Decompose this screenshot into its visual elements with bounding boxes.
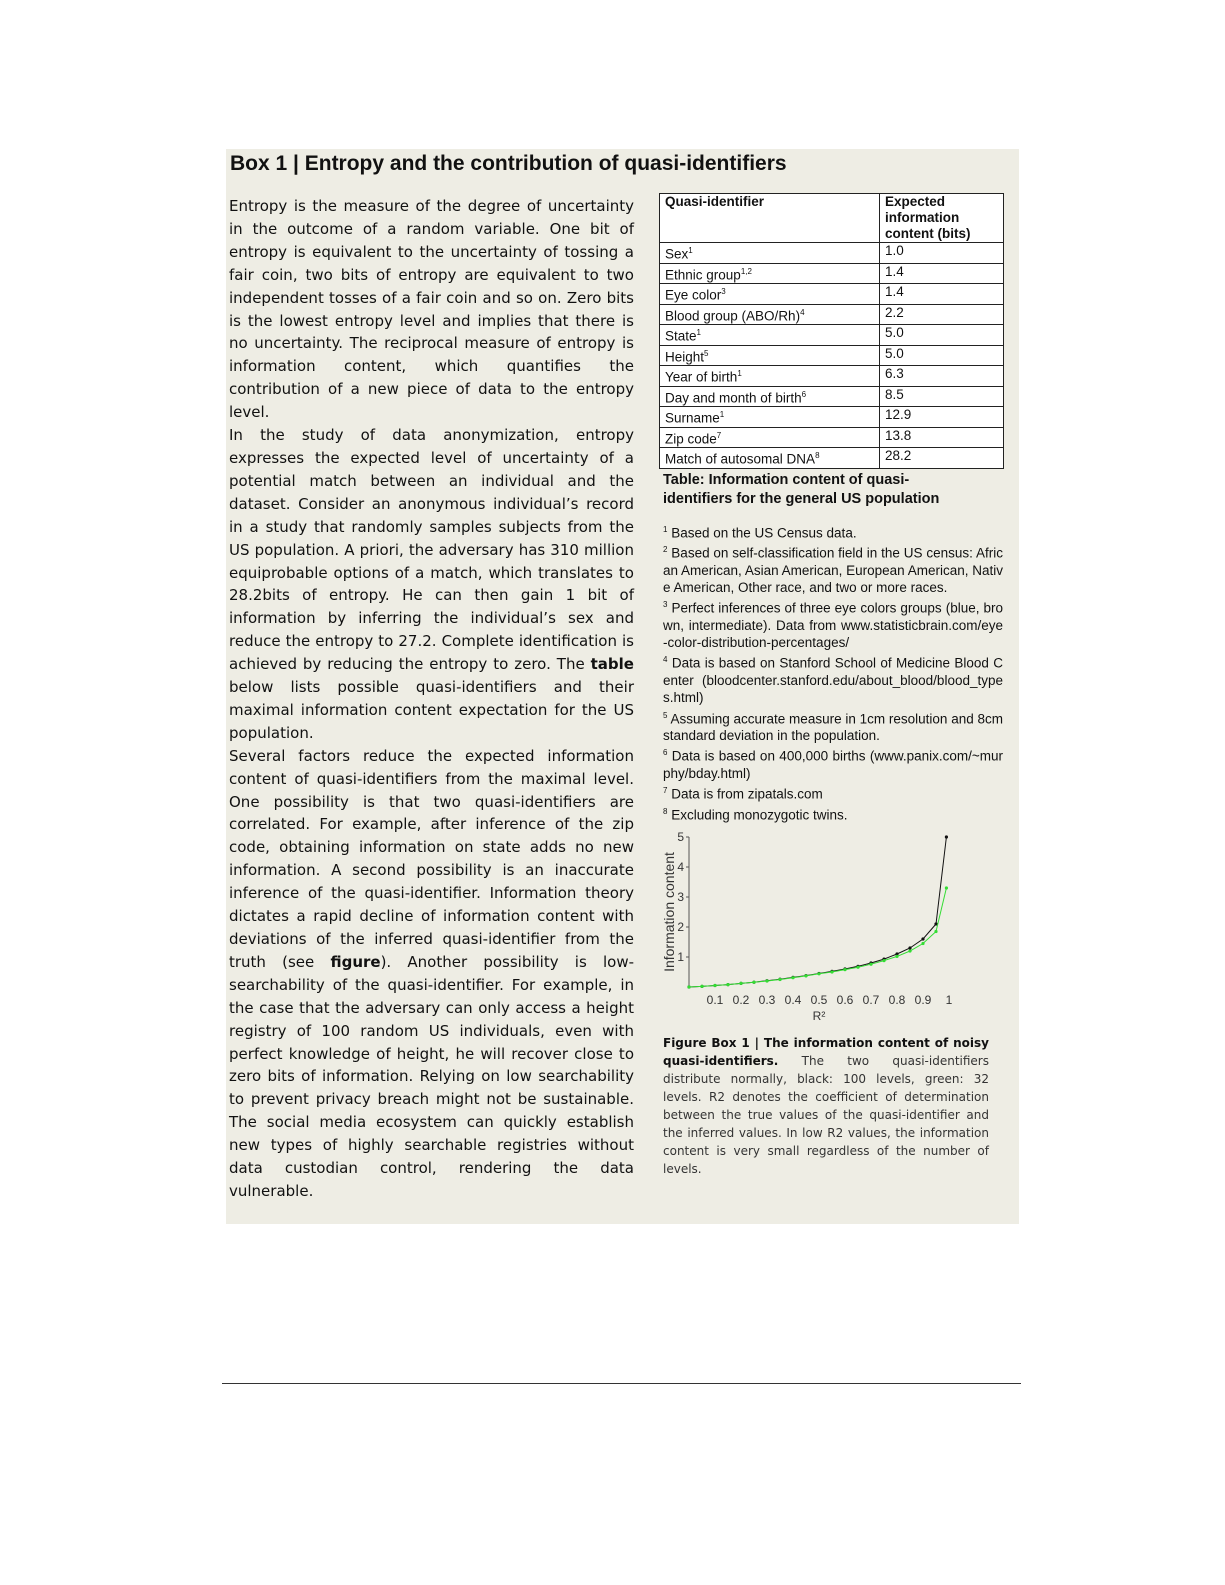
data-point [765, 979, 768, 982]
table-row [660, 427, 1004, 448]
x-tick-label: 0.9 [914, 992, 932, 1007]
data-point [843, 968, 846, 971]
information-content-value: 28.2 [880, 448, 1004, 469]
table-row [660, 284, 1004, 305]
information-content-value: 13.8 [880, 427, 1004, 448]
data-point [817, 972, 820, 975]
data-point [778, 978, 781, 981]
data-point [726, 983, 729, 986]
y-axis-label: Information content [661, 851, 677, 972]
quasi-identifier-name: Year of birth$^1$ [660, 366, 880, 387]
information-content-value: 8.5 [880, 386, 1004, 407]
table-row [660, 304, 1004, 325]
data-point [869, 962, 872, 965]
quasi-identifier-name: Day and month of birth$^6$ [660, 386, 880, 407]
table-row [660, 345, 1004, 366]
data-point [687, 985, 690, 988]
table-row [660, 243, 1004, 264]
x-tick-label: 0.2 [732, 992, 750, 1007]
data-point [945, 835, 948, 838]
x-tick-label: 0.4 [784, 992, 802, 1007]
paragraph-factors: Several factors reduce the expected information content of quasi-identifiers from the maximal level. One possibility is that two quasi-identifiers are correlated. For example, after inference of the zip code, obtaining information on state adds no new information. A second possibility is an inaccurate inference of the quasi-identifier. Information theory dictates a rapid decline of information content with deviations of the inferred quasi-identifier from the truth (see figure). Another possibility is low-searchability of the quasi-identifier. For example, in the case that the adversary can only access a height registry of 100 random US individuals, even with perfect knowledge of height, he will recover close to zero bits of information. Relying on low searchability to prevent privacy breach might not be sustainable. The social media ecosystem can quickly establish new types of highly searchable registries without data custodian control, rendering the data vulnerable. [229, 746, 634, 1200]
information-content-value: 1.0 [880, 243, 1004, 264]
table-row [660, 448, 1004, 469]
x-tick-label: 0.1 [706, 992, 724, 1007]
table-row [660, 325, 1004, 346]
series-line [689, 888, 946, 987]
data-point [921, 937, 924, 940]
information-content-chart [659, 830, 1004, 1030]
quasi-identifier-name: Height$^5$ [660, 345, 880, 366]
quasi-identifier-name: Sex$^1$ [660, 243, 880, 264]
quasi-identifier-table [659, 193, 1004, 469]
y-tick-label: 3 [677, 889, 684, 904]
footnote: $^2$ Based on self-classification field in the US census: African American, Asian American, European American, Native American, Other race, and two or more races. [663, 545, 1003, 596]
paragraph-anonymization: In the study of data anonymization, entropy expresses the expected level of uncertainty of a potential match between an individual and the dataset. Consider an anonymous individual’s record in a study that randomly samples subjects from the US population. A priori, the adversary has 310 million equiprobable options of a match, which translates to 28.2bits of entropy. He can then gain 1 bit of information by inferring the individual’s sex and reduce the entropy to 27.2. Complete identification is achieved by reducing the entropy to zero. The table below lists possible quasi-identifiers and their maximal information content expectation for the US population. [229, 426, 634, 742]
footnote: $^5$ Assuming accurate measure in 1cm resolution and 8cm standard deviation in the population. [663, 710, 1003, 744]
table-row [660, 386, 1004, 407]
y-tick-label: 2 [677, 919, 684, 934]
table-row [660, 366, 1004, 387]
data-point [700, 985, 703, 988]
right-column [659, 193, 1007, 1178]
data-point [908, 949, 911, 952]
paragraph-entropy: Entropy is the measure of the degree of uncertainty in the outcome of a random variable. One bit of entropy is equivalent to the uncertainty of tossing a fair coin, two bits of entropy are equivalent to two independent tosses of a fair coin and so on. Zero bits is the lowest entropy level and implies that there is no uncertainty. The reciprocal measure of entropy is information content, which quantifies the contribution of a new piece of data to the entropy level. [229, 197, 634, 422]
table-row [660, 263, 1004, 284]
data-point [882, 959, 885, 962]
footnote: $^7$ Data is from zipatals.com [663, 786, 823, 802]
quasi-identifier-name: Eye color$^3$ [660, 284, 880, 305]
x-tick-label: 0.8 [888, 992, 906, 1007]
data-point [739, 982, 742, 985]
data-point [908, 946, 911, 949]
information-content-value: 6.3 [880, 366, 1004, 387]
box-title: Box 1 | Entropy and the contribution of quasi-identifiers [230, 152, 787, 175]
figure-reference: figure [330, 952, 381, 971]
table-caption: Table: Information content of quasi-identifiers for the general US population [663, 471, 940, 507]
x-axis-label: R² [812, 1008, 826, 1023]
quasi-identifier-name: Match of autosomal DNA$^8$ [660, 448, 880, 469]
data-point [804, 974, 807, 977]
series-line [689, 837, 946, 987]
column-header: Quasi-identifier [660, 194, 880, 243]
x-tick-label: 1 [945, 992, 953, 1007]
information-content-value: 12.9 [880, 407, 1004, 428]
y-tick-label: 1 [677, 949, 684, 964]
table-header-row [660, 194, 1004, 243]
page-divider [222, 1383, 1021, 1384]
chart-svg [659, 830, 1004, 1030]
footnote: $^8$ Excluding monozygotic twins. [663, 807, 848, 823]
quasi-identifier-name: Blood group $(ABO/Rh)^4$ [660, 304, 880, 325]
figure-caption: Figure Box 1 | The information content of noisy quasi-identifiers. The two quasi-identifiers distribute normally, black: 100 levels, green: 32 levels. R2 denotes the coefficient of determination between the true values of the quasi-identifier and the inferred values. In low R2 values, the information content is very small regardless of the number of levels. [663, 1035, 989, 1176]
table-reference: table [590, 655, 634, 674]
quasi-identifier-name: Zip code$^7$ [660, 427, 880, 448]
table-row [660, 407, 1004, 428]
footnote: $^1$ Based on the US Census data. [663, 524, 857, 540]
data-point [752, 980, 755, 983]
footnote: $^4$ Data is based on Stanford School of Medicine Blood Center (bloodcenter.stanford.edu/about_blood/blood_types.html) [663, 655, 1003, 706]
x-tick-label: 0.7 [862, 992, 880, 1007]
data-point [921, 942, 924, 945]
quasi-identifier-name: Ethnic group$^{1,2}$ [660, 263, 880, 284]
information-content-value: 1.4 [880, 263, 1004, 284]
column-header: Expected information content (bits) [880, 194, 1004, 243]
data-point [791, 976, 794, 979]
data-point [945, 886, 948, 889]
y-tick-label: 4 [677, 859, 684, 874]
data-point [830, 970, 833, 973]
data-point [895, 955, 898, 958]
information-content-value: 5.0 [880, 345, 1004, 366]
footnote: $^3$ Perfect inferences of three eye colors groups (blue, brown, intermediate). Data from www.statisticbrain.com/eye-color-distribution-percentages/ [663, 600, 1003, 651]
x-tick-label: 0.5 [810, 992, 828, 1007]
y-tick-label: 5 [677, 829, 684, 844]
body-text [229, 195, 634, 1203]
footnote: $^6$ Data is based on 400,000 births (www.panix.com/~murphy/bday.html) [663, 748, 1003, 782]
information-content-value: 2.2 [880, 304, 1004, 325]
footnotes [659, 521, 1003, 824]
x-tick-label: 0.3 [758, 992, 776, 1007]
quasi-identifier-name: Surname$^1$ [660, 407, 880, 428]
x-tick-label: 0.6 [836, 992, 854, 1007]
quasi-identifier-name: State$^1$ [660, 325, 880, 346]
data-point [856, 965, 859, 968]
information-content-value: 1.4 [880, 284, 1004, 305]
information-content-value: 5.0 [880, 325, 1004, 346]
data-point [713, 984, 716, 987]
data-point [934, 930, 937, 933]
